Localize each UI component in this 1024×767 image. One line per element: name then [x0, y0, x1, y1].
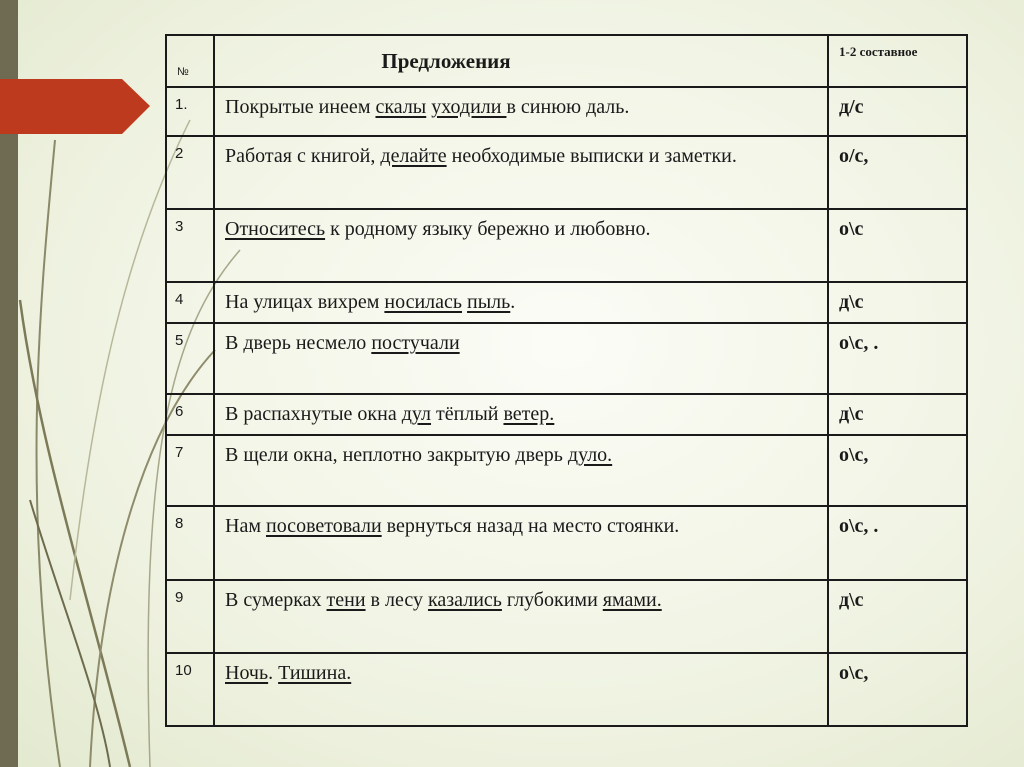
table-row	[166, 580, 967, 653]
row-number: 2	[166, 136, 214, 209]
sentence-underlined-word: пыль	[467, 291, 511, 313]
row-type: д/с	[828, 87, 967, 136]
sentence-text: В дверь несмело	[225, 332, 372, 354]
row-type: о\с,	[828, 653, 967, 726]
row-number: 7	[166, 435, 214, 506]
row-sentence	[214, 136, 828, 209]
sentence-text: Работая с книгой,	[225, 145, 381, 167]
sentence-text: .	[510, 291, 516, 313]
sentence-underlined-word: Относитесь	[225, 218, 326, 240]
sentence-underlined-word: Ночь	[225, 662, 269, 684]
row-sentence	[214, 394, 828, 435]
row-sentence	[214, 87, 828, 136]
row-sentence	[214, 506, 828, 580]
row-sentence	[214, 435, 828, 506]
sentence-underlined-word: дуло.	[567, 444, 613, 466]
sentence-text: глубокими	[501, 589, 603, 611]
sentence-underlined-word: делайте	[380, 145, 447, 167]
sentence-text: В щели окна, неплотно закрытую дверь	[225, 444, 568, 466]
row-number: 3	[166, 209, 214, 282]
sentence-underlined-word: тени	[326, 589, 366, 611]
sentence-text: к родному языку бережно и любовно.	[325, 218, 651, 240]
sentence-underlined-word: Тишина.	[278, 662, 352, 684]
row-number: 1.	[166, 87, 214, 136]
row-type: о\с,	[828, 435, 967, 506]
sentence-underlined-word: уходили	[431, 96, 507, 118]
sentence-text: В распахнутые окна	[225, 403, 402, 425]
header-sentences: Предложения	[214, 35, 828, 87]
row-type: о/с,	[828, 136, 967, 209]
sentence-underlined-word: ветер.	[503, 403, 555, 425]
row-number: 9	[166, 580, 214, 653]
sentence-text: тёплый	[431, 403, 504, 425]
table-row	[166, 209, 967, 282]
header-type: 1-2 составное	[828, 35, 967, 87]
sentence-underlined-word: постучали	[371, 332, 460, 354]
sentence-text: вернуться назад на место стоянки.	[381, 515, 680, 537]
header-num: №	[166, 35, 214, 87]
sentence-underlined-word: скалы	[375, 96, 427, 118]
table-row	[166, 506, 967, 580]
row-number: 5	[166, 323, 214, 394]
table-row	[166, 435, 967, 506]
sentence-text: В сумерках	[225, 589, 327, 611]
row-type: о\с, .	[828, 323, 967, 394]
sentence-text: в синюю даль.	[506, 96, 630, 118]
sentence-text: Покрытые инеем	[225, 96, 376, 118]
table-row	[166, 87, 967, 136]
sentence-text: .	[268, 662, 279, 684]
sentence-text: Нам	[225, 515, 266, 537]
sentence-underlined-word: казались	[427, 589, 502, 611]
row-sentence	[214, 580, 828, 653]
row-type: о\с, .	[828, 506, 967, 580]
sentence-underlined-word: посоветовали	[265, 515, 382, 537]
sentence-text: необходимые выписки и заметки.	[446, 145, 737, 167]
red-arrow-tab	[0, 79, 150, 134]
table-row	[166, 323, 967, 394]
row-sentence	[214, 282, 828, 323]
row-sentence	[214, 209, 828, 282]
row-type: д\с	[828, 580, 967, 653]
sentence-underlined-word: носилась	[384, 291, 463, 313]
row-number: 10	[166, 653, 214, 726]
row-number: 4	[166, 282, 214, 323]
sentence-text: в лесу	[365, 589, 428, 611]
sentence-text: На улицах вихрем	[225, 291, 385, 313]
row-type: д\с	[828, 394, 967, 435]
row-number: 6	[166, 394, 214, 435]
sentence-underlined-word: дул	[401, 403, 432, 425]
row-number: 8	[166, 506, 214, 580]
row-sentence	[214, 653, 828, 726]
table-row	[166, 394, 967, 435]
table-row	[166, 136, 967, 209]
table-row	[166, 282, 967, 323]
table-row	[166, 653, 967, 726]
row-sentence	[214, 323, 828, 394]
table-header-row	[166, 35, 967, 87]
row-type: д\с	[828, 282, 967, 323]
row-type: о\с	[828, 209, 967, 282]
sentence-underlined-word: ямами.	[602, 589, 662, 611]
sentences-table	[165, 34, 968, 727]
